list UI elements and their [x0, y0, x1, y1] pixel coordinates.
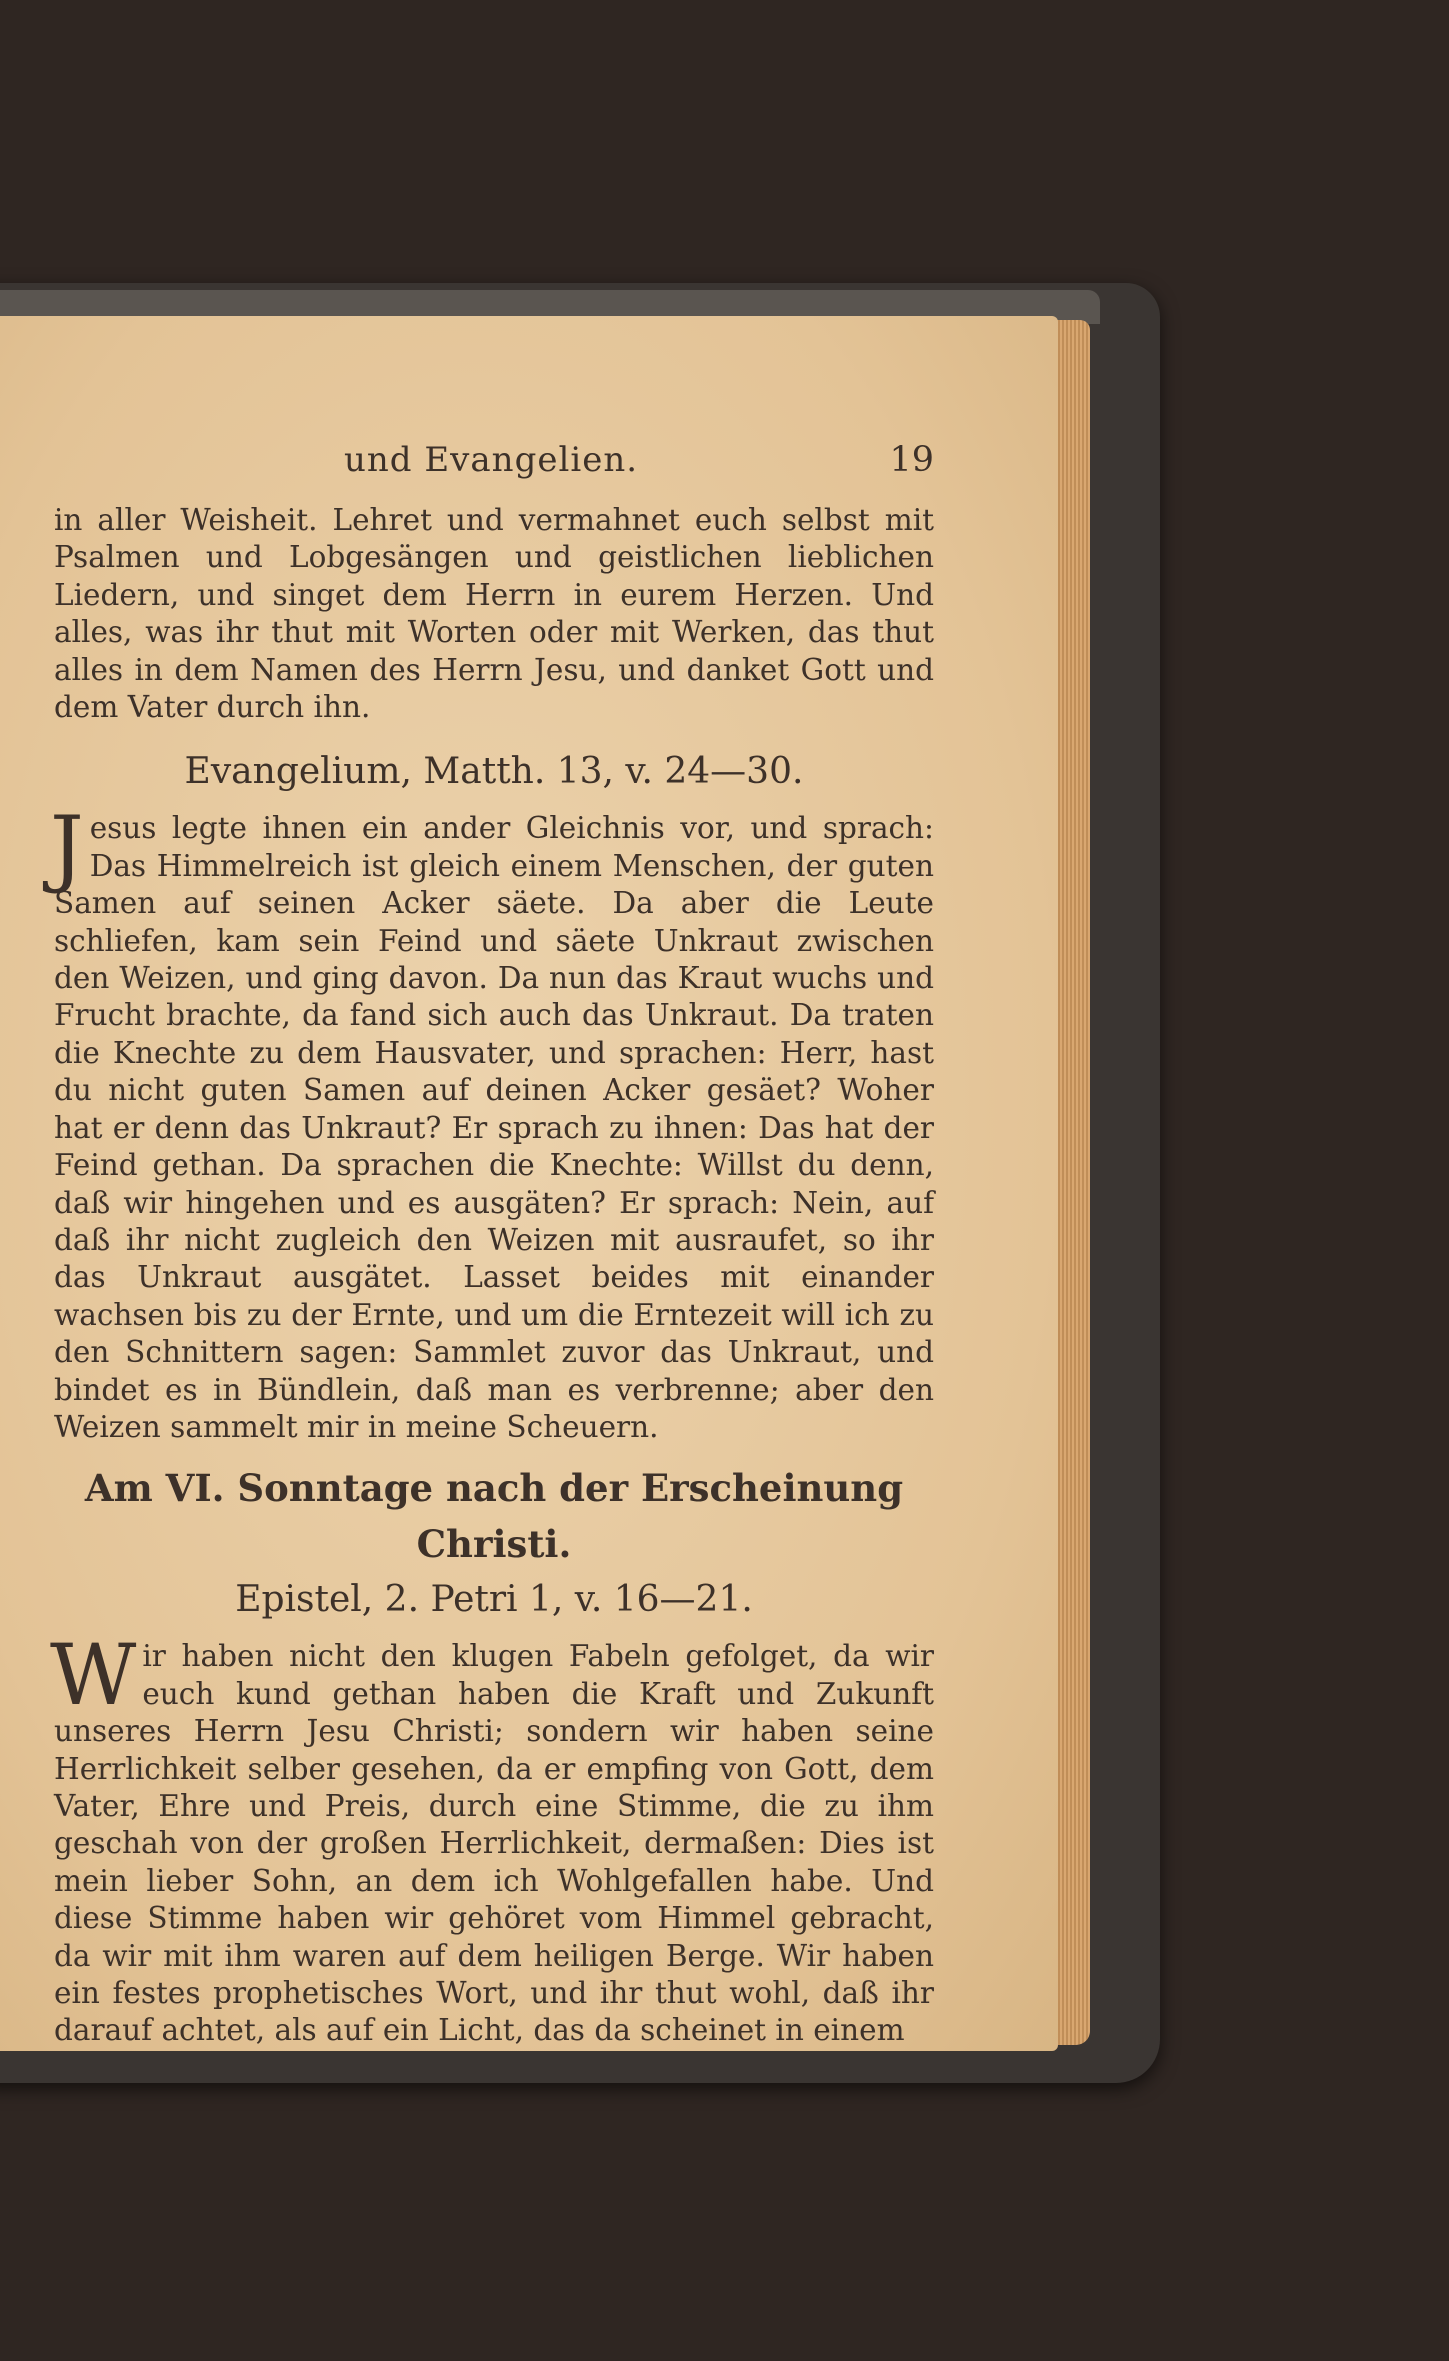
drop-cap-j: J	[50, 798, 84, 897]
gospel-text: esus legte ihnen ein ander Gleichnis vor, und sprach: Das Himmelreich ist gleich einem Menschen, der guten Samen auf seinen Acker säete. Da aber die Leute schliefen, kam sein Feind und säete Unkraut zwischen den Weizen, und ging davon. Da nun das Kraut wuchs und Frucht brachte, da fand sich auch das Unkraut. Da traten die Knechte zu dem Hausvater, und sprachen: Herr, hast du nicht guten Samen auf deinen Acker gesäet? Woher hat er denn das Unkraut? Er sprach zu ihnen: Das hat der Feind gethan. Da sprachen die Knechte: Willst du denn, daß wir hingehen und es ausgäten? Er sprach: Nein, auf daß ihr nicht zugleich den Weizen mit ausraufet, so ihr das Unkraut ausgätet. Lasset beides mit einander wachsen bis zu der Ernte, und um die Erntezeit will ich zu den Schnittern sagen: Sammlet zuvor das Unkraut, und bindet es in Bündlein, daß man es verbrenne; aber den Weizen sammelt mir in meine Scheuern.	[54, 811, 934, 1444]
epistle-continuation: in aller Weisheit. Lehret und vermahnet euch selbst mit Psalmen und Lobgesängen und geistlichen lieblichen Liedern, und singet dem Herrn in eurem Herzen. Und alles, was ihr thut mit Worten oder mit Werken, das thut alles in dem Namen des Herrn Jesu, und danket Gott und dem Vater durch ihn.	[54, 503, 934, 725]
gospel-paragraph	[50, 798, 934, 1446]
page-text-block	[50, 440, 934, 2050]
gospel-heading: Evangelium, Matth. 13, v. 24—30.	[184, 751, 804, 793]
epistle-heading: Epistel, 2. Petri 1, v. 16—21.	[235, 1579, 753, 1621]
epistle-paragraph	[50, 1626, 934, 2049]
page-header	[54, 440, 934, 502]
page-number: 19	[889, 440, 934, 480]
epistle-text: ir haben nicht den klugen Fabeln gefolget, da wir euch kund gethan haben die Kraft und Zukunft unseres Herrn Jesu Christi; sondern wir haben seine Herrlichkeit selber gesehen, da er empfing von Gott, dem Vater, Ehre und Preis, durch eine Stimme, die zu ihm geschah von der großen Herrlichkeit, dermaßen: Dies ist mein lieber Sohn, an dem ich Wohlgefallen habe. Und diese Stimme haben wir gehöret vom Himmel gebracht, da wir mit ihm waren auf dem heiligen Berge. Wir haben ein festes prophetisches Wort, und ihr thut wohl, daß ihr darauf achtet, als auf ein Licht, das da scheinet in einem	[54, 1639, 934, 2048]
sunday-heading: Am VI. Sonntage nach der Erscheinung Christi.	[84, 1466, 904, 1567]
running-head: und Evangelien.	[344, 440, 639, 480]
drop-cap-w: W	[50, 1626, 137, 1725]
